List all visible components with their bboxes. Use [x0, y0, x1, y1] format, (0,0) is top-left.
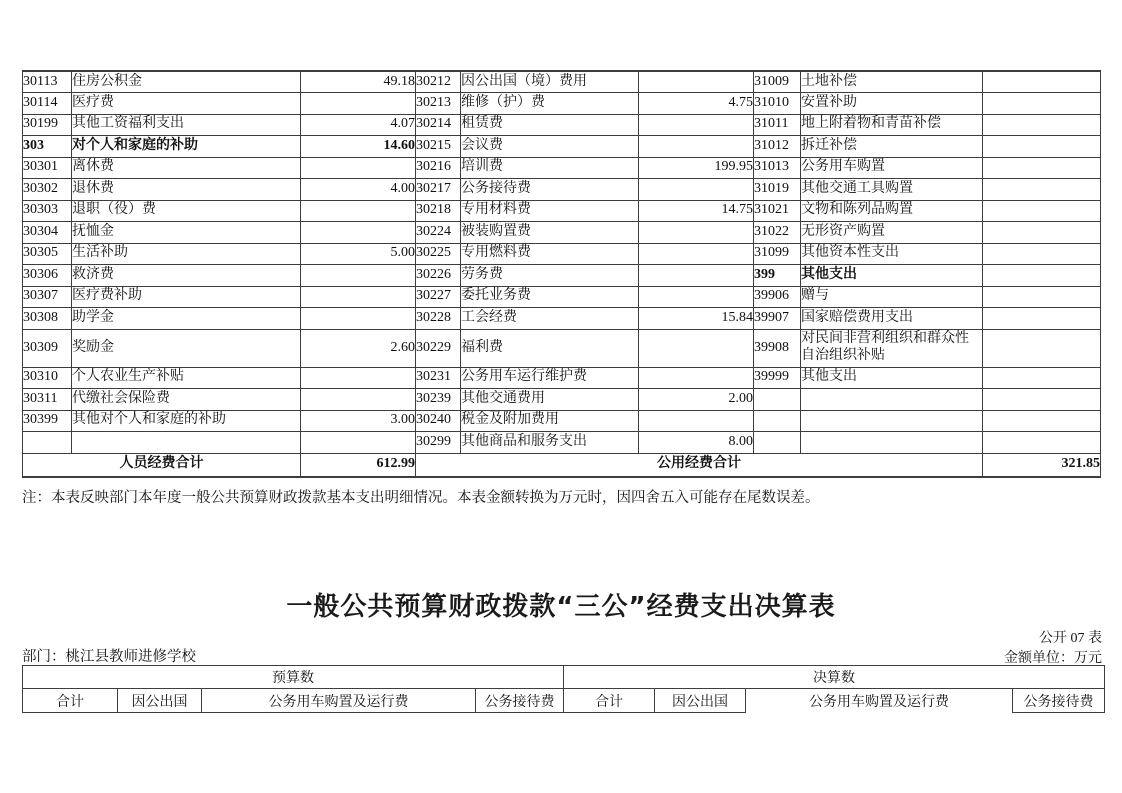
table-row	[23, 136, 1101, 158]
name-cell: 其他商品和服务支出	[461, 432, 639, 454]
table-row	[23, 389, 1101, 411]
name-cell: 公务用车购置	[801, 157, 983, 179]
table-row	[23, 71, 1101, 93]
public-total-value: 321.85	[983, 453, 1101, 477]
amount-cell	[983, 329, 1101, 367]
table-row	[23, 222, 1101, 244]
code-cell: 30310	[23, 367, 72, 389]
amount-cell	[639, 71, 754, 93]
table-row	[23, 329, 1101, 367]
table-row	[23, 410, 1101, 432]
code-cell: 39906	[754, 286, 801, 308]
code-cell: 30304	[23, 222, 72, 244]
final-col-total: 合计	[564, 689, 655, 713]
amount-cell	[639, 367, 754, 389]
table-note: 注：本表反映部门本年度一般公共预算财政拨款基本支出明细情况。本表金额转换为万元时，因四舍五入可能存在尾数误差。	[22, 490, 820, 506]
code-cell: 30231	[416, 367, 461, 389]
amount-cell: 4.75	[639, 93, 754, 115]
name-cell	[801, 432, 983, 454]
amount-cell	[983, 179, 1101, 201]
code-cell: 31019	[754, 179, 801, 201]
name-cell: 其他交通费用	[461, 389, 639, 411]
code-cell: 30311	[23, 389, 72, 411]
name-cell: 国家赔偿费用支出	[801, 308, 983, 330]
name-cell: 其他交通工具购置	[801, 179, 983, 201]
amount-cell	[301, 432, 416, 454]
amount-cell	[983, 265, 1101, 287]
name-cell: 培训费	[461, 157, 639, 179]
amount-cell	[639, 136, 754, 158]
name-cell: 安置补助	[801, 93, 983, 115]
amount-cell: 3.00	[301, 410, 416, 432]
name-cell: 会议费	[461, 136, 639, 158]
name-cell: 赠与	[801, 286, 983, 308]
amount-cell	[639, 243, 754, 265]
amount-cell	[983, 222, 1101, 244]
amount-cell	[301, 93, 416, 115]
personnel-total-label: 人员经费合计	[23, 453, 301, 477]
table-row	[23, 286, 1101, 308]
name-cell: 其他支出	[801, 265, 983, 287]
sangong-column-header-row	[23, 689, 1105, 713]
amount-cell	[983, 308, 1101, 330]
amount-cell	[983, 389, 1101, 411]
amount-cell	[639, 265, 754, 287]
budget-col-vehicle: 公务用车购置及运行费	[202, 689, 476, 713]
name-cell: 被装购置费	[461, 222, 639, 244]
name-cell: 对民间非营利组织和群众性自治组织补贴	[801, 329, 983, 367]
sangong-table-title: 一般公共预算财政拨款“三公”经费支出决算表	[286, 592, 836, 622]
department-label: 部门：桃江县教师进修学校	[22, 649, 196, 665]
code-cell: 30307	[23, 286, 72, 308]
sangong-group-header-row	[23, 666, 1105, 689]
name-cell	[801, 410, 983, 432]
code-cell	[23, 432, 72, 454]
name-cell: 医疗费	[72, 93, 301, 115]
code-cell: 31010	[754, 93, 801, 115]
name-cell: 因公出国（境）费用	[461, 71, 639, 93]
name-cell: 其他资本性支出	[801, 243, 983, 265]
amount-cell	[983, 286, 1101, 308]
table-row	[23, 308, 1101, 330]
final-col-vehicle: 公务用车购置及运行费	[746, 689, 1013, 713]
name-cell: 拆迁补偿	[801, 136, 983, 158]
name-cell: 维修（护）费	[461, 93, 639, 115]
amount-cell	[639, 222, 754, 244]
code-cell: 30213	[416, 93, 461, 115]
amount-cell	[983, 243, 1101, 265]
amount-cell	[301, 200, 416, 222]
code-cell: 30309	[23, 329, 72, 367]
name-cell: 福利费	[461, 329, 639, 367]
code-cell: 31011	[754, 114, 801, 136]
code-cell: 30303	[23, 200, 72, 222]
amount-cell: 49.18	[301, 71, 416, 93]
amount-cell	[301, 157, 416, 179]
name-cell: 抚恤金	[72, 222, 301, 244]
amount-cell	[301, 389, 416, 411]
amount-cell	[983, 114, 1101, 136]
code-cell: 30114	[23, 93, 72, 115]
amount-cell	[301, 367, 416, 389]
code-cell: 31013	[754, 157, 801, 179]
name-cell: 专用材料费	[461, 200, 639, 222]
name-cell	[801, 389, 983, 411]
budget-col-reception: 公务接待费	[476, 689, 564, 713]
code-cell: 30214	[416, 114, 461, 136]
code-cell: 399	[754, 265, 801, 287]
amount-cell	[639, 286, 754, 308]
code-cell: 30299	[416, 432, 461, 454]
amount-cell	[983, 157, 1101, 179]
code-cell: 303	[23, 136, 72, 158]
name-cell: 住房公积金	[72, 71, 301, 93]
amount-cell	[639, 329, 754, 367]
code-cell: 39999	[754, 367, 801, 389]
table-number: 公开 07 表	[1039, 631, 1102, 646]
code-cell: 31099	[754, 243, 801, 265]
amount-cell: 15.84	[639, 308, 754, 330]
code-cell: 30217	[416, 179, 461, 201]
amount-cell: 199.95	[639, 157, 754, 179]
name-cell: 劳务费	[461, 265, 639, 287]
final-col-reception: 公务接待费	[1013, 689, 1105, 713]
amount-cell	[301, 286, 416, 308]
code-cell: 39907	[754, 308, 801, 330]
code-cell: 39908	[754, 329, 801, 367]
name-cell: 退休费	[72, 179, 301, 201]
code-cell: 30302	[23, 179, 72, 201]
code-cell: 30218	[416, 200, 461, 222]
code-cell: 30224	[416, 222, 461, 244]
code-cell: 31021	[754, 200, 801, 222]
name-cell: 专用燃料费	[461, 243, 639, 265]
code-cell: 30113	[23, 71, 72, 93]
name-cell: 其他对个人和家庭的补助	[72, 410, 301, 432]
name-cell: 土地补偿	[801, 71, 983, 93]
public-total-label: 公用经费合计	[416, 453, 983, 477]
name-cell: 退职（役）费	[72, 200, 301, 222]
amount-cell	[639, 114, 754, 136]
name-cell: 其他工资福利支出	[72, 114, 301, 136]
amount-cell: 8.00	[639, 432, 754, 454]
code-cell: 31022	[754, 222, 801, 244]
table-row	[23, 157, 1101, 179]
amount-cell	[639, 179, 754, 201]
name-cell: 奖励金	[72, 329, 301, 367]
name-cell: 地上附着物和青苗补偿	[801, 114, 983, 136]
code-cell: 30226	[416, 265, 461, 287]
name-cell: 救济费	[72, 265, 301, 287]
name-cell: 对个人和家庭的补助	[72, 136, 301, 158]
budget-col-abroad: 因公出国	[118, 689, 202, 713]
budget-group-header: 预算数	[23, 666, 564, 689]
name-cell: 离休费	[72, 157, 301, 179]
amount-cell	[983, 432, 1101, 454]
name-cell: 无形资产购置	[801, 222, 983, 244]
name-cell: 助学金	[72, 308, 301, 330]
amount-cell	[301, 265, 416, 287]
amount-cell: 2.00	[639, 389, 754, 411]
amount-unit-label: 金额单位：万元	[1004, 651, 1102, 666]
name-cell: 代缴社会保险费	[72, 389, 301, 411]
amount-cell	[983, 136, 1101, 158]
amount-cell	[983, 200, 1101, 222]
amount-cell	[983, 93, 1101, 115]
code-cell: 31009	[754, 71, 801, 93]
name-cell: 生活补助	[72, 243, 301, 265]
name-cell: 文物和陈列品购置	[801, 200, 983, 222]
code-cell: 30240	[416, 410, 461, 432]
code-cell	[754, 389, 801, 411]
code-cell: 30227	[416, 286, 461, 308]
amount-cell: 4.07	[301, 114, 416, 136]
code-cell: 30306	[23, 265, 72, 287]
code-cell: 30225	[416, 243, 461, 265]
final-group-header: 决算数	[564, 666, 1105, 689]
table-row	[23, 367, 1101, 389]
code-cell: 30212	[416, 71, 461, 93]
code-cell	[754, 410, 801, 432]
code-cell: 30215	[416, 136, 461, 158]
code-cell: 30305	[23, 243, 72, 265]
name-cell: 公务接待费	[461, 179, 639, 201]
name-cell: 其他支出	[801, 367, 983, 389]
amount-cell	[301, 222, 416, 244]
name-cell: 医疗费补助	[72, 286, 301, 308]
code-cell: 30301	[23, 157, 72, 179]
amount-cell	[301, 308, 416, 330]
code-cell: 30228	[416, 308, 461, 330]
code-cell: 31012	[754, 136, 801, 158]
name-cell: 公务用车运行维护费	[461, 367, 639, 389]
name-cell: 委托业务费	[461, 286, 639, 308]
table-row	[23, 200, 1101, 222]
name-cell: 租赁费	[461, 114, 639, 136]
amount-cell	[983, 71, 1101, 93]
code-cell	[754, 432, 801, 454]
amount-cell: 14.60	[301, 136, 416, 158]
name-cell	[72, 432, 301, 454]
code-cell: 30239	[416, 389, 461, 411]
code-cell: 30308	[23, 308, 72, 330]
basic-expenditure-detail-table	[22, 70, 1101, 478]
code-cell: 30229	[416, 329, 461, 367]
code-cell: 30399	[23, 410, 72, 432]
amount-cell: 14.75	[639, 200, 754, 222]
name-cell: 税金及附加费用	[461, 410, 639, 432]
table-row	[23, 432, 1101, 454]
amount-cell	[983, 367, 1101, 389]
table-row	[23, 265, 1101, 287]
budget-col-total: 合计	[23, 689, 118, 713]
code-cell: 30199	[23, 114, 72, 136]
table-row	[23, 93, 1101, 115]
name-cell: 个人农业生产补贴	[72, 367, 301, 389]
personnel-total-value: 612.99	[301, 453, 416, 477]
amount-cell: 4.00	[301, 179, 416, 201]
name-cell: 工会经费	[461, 308, 639, 330]
totals-row	[23, 453, 1101, 477]
table-row	[23, 114, 1101, 136]
final-col-abroad: 因公出国	[655, 689, 746, 713]
sangong-expenditure-table	[22, 665, 1105, 713]
amount-cell: 2.60	[301, 329, 416, 367]
amount-cell	[639, 410, 754, 432]
amount-cell: 5.00	[301, 243, 416, 265]
amount-cell	[983, 410, 1101, 432]
code-cell: 30216	[416, 157, 461, 179]
table-row	[23, 243, 1101, 265]
table-row	[23, 179, 1101, 201]
